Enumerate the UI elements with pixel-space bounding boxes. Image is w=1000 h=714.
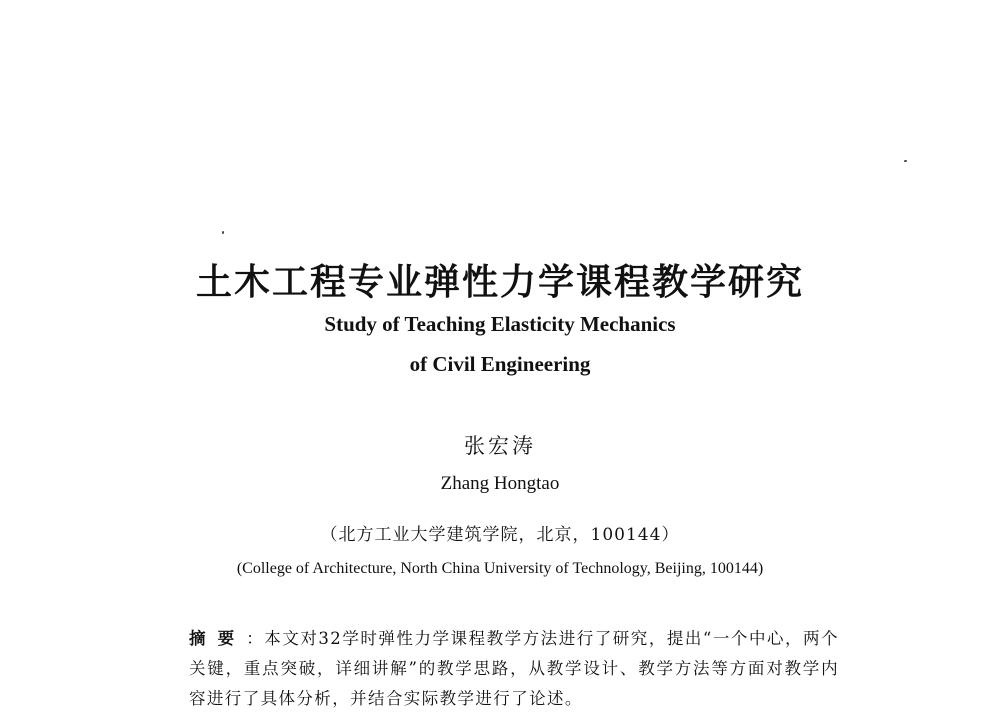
scan-speck <box>904 160 907 162</box>
title-chinese: 土木工程专业弹性力学课程教学研究 <box>195 261 804 303</box>
author-name-english: Zhang Hongtao <box>440 473 560 494</box>
abstract-text: 本文对32学时弹性力学课程教学方法进行了研究，提出“一个中心，两个关键，重点突破，详细讲解”的教学思路，从教学设计、教学方法等方面对教学内容进行了具体分析，并结合实际教学进行了论述。 <box>189 629 839 708</box>
title-english-line-2: of Civil Engineering <box>409 352 591 376</box>
affiliation-chinese: （北方工业大学建筑学院，北京，100144） <box>320 525 680 545</box>
author-name-chinese: 张宏涛 <box>464 434 536 458</box>
scan-speck <box>222 231 224 234</box>
title-english-line-1: Study of Teaching Elasticity Mechanics <box>324 312 676 336</box>
abstract-label: 摘要 <box>189 629 247 648</box>
abstract-colon: ： <box>246 629 265 648</box>
affiliation-english: (College of Architecture, North China University of Technology, Beijing, 100144) <box>236 560 764 577</box>
abstract <box>189 624 839 714</box>
